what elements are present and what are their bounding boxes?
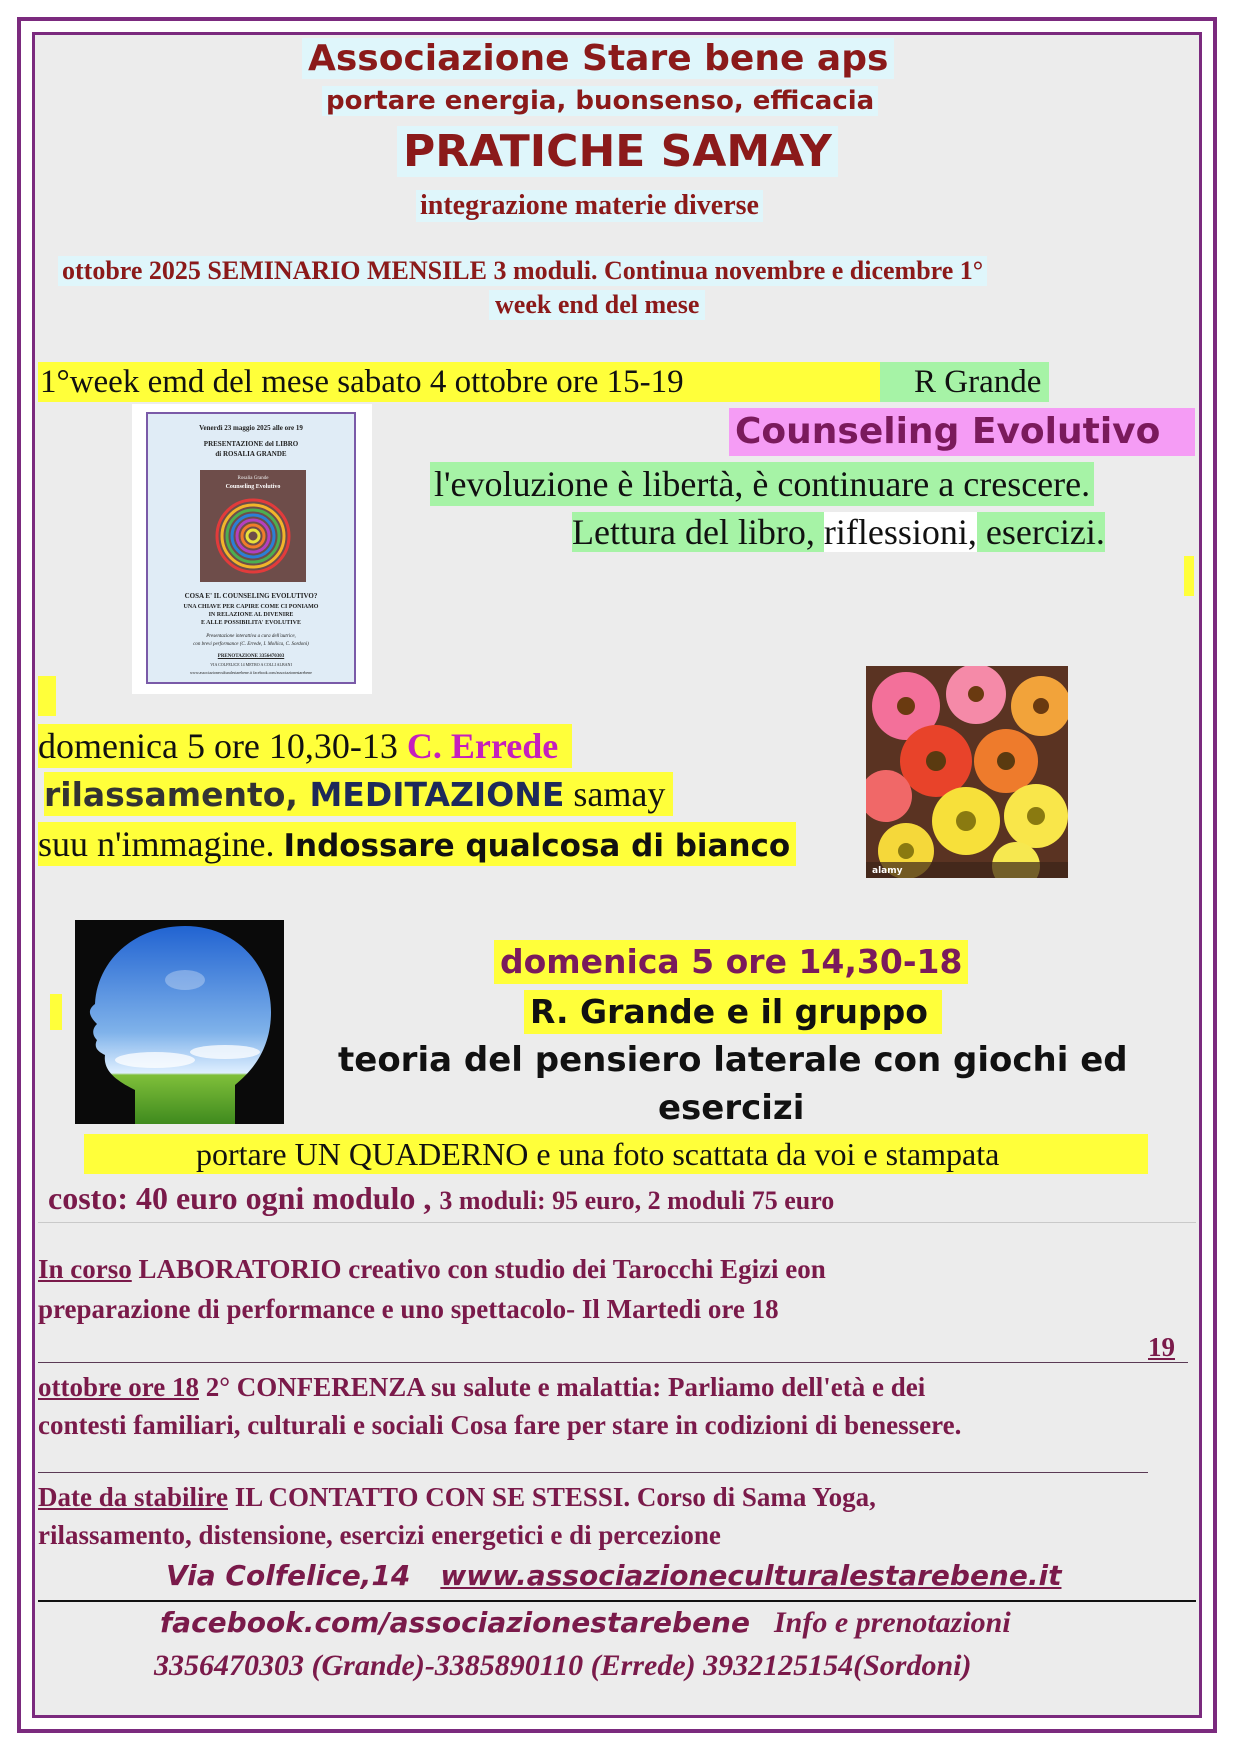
module2-teacher: C. Errede	[406, 726, 559, 766]
module2-samay: samay	[564, 774, 666, 814]
module3-bring-text: portare UN QUADERNO e una foto scattata da voi e stampata	[196, 1136, 1000, 1172]
divider-4	[38, 1600, 1196, 1602]
conference-day: 19	[1148, 1332, 1175, 1362]
gerbera-flowers-image	[866, 666, 1068, 878]
footer-address-line	[166, 1558, 1061, 1594]
module2-rilassamento: rilassamento,	[44, 775, 310, 814]
cost-line	[48, 1178, 834, 1225]
divider-1	[38, 1222, 1196, 1223]
module2-meditazione: MEDITAZIONE	[309, 775, 565, 814]
footer-website[interactable]: www.associazioneculturalestarebene.it	[440, 1559, 1062, 1592]
head-silhouette-photo	[75, 920, 284, 1124]
module2-date	[38, 724, 572, 768]
course-line-1	[38, 1480, 876, 1514]
head-sky-image	[75, 920, 284, 1124]
footer-facebook-line	[160, 1604, 1011, 1647]
flyer-web: www.associazioneculturalestarebene.it facebook.com/associazionestarebene	[190, 670, 312, 675]
module1-line-2c: esercizi.	[976, 512, 1105, 552]
lab-text-1: LABORATORIO creativo con studio dei Tarocchi Egizi eon	[131, 1254, 826, 1284]
course-lead: Date da stabilire	[38, 1482, 228, 1512]
flowers-photo	[866, 666, 1068, 878]
book-flyer	[132, 404, 372, 694]
cover-title: Counseling Evolutivo	[225, 484, 281, 490]
cover-author: Rosalia Grande	[237, 476, 269, 481]
module1-title-text: Counseling Evolutivo	[735, 411, 1161, 452]
flyer-question: COSA E' IL COUNSELING EVOLUTIVO?	[184, 592, 318, 600]
conference-lead: ottobre ore 18	[38, 1372, 199, 1402]
flyer-p2: con brevi performance (C. Errede, I. Mollica, C. Sordoni)	[193, 642, 309, 647]
module1-teacher-text: R Grande	[914, 364, 1042, 400]
cost-extra: 3 moduli: 95 euro, 2 moduli 75 euro	[439, 1186, 835, 1215]
module1-line-2b: riflessioni,	[823, 512, 977, 552]
module1-line-2	[572, 510, 1105, 554]
photo-watermark: alamy	[872, 866, 903, 876]
flyer-p1: Presentazione interattiva a cura dell'autrice,	[206, 634, 296, 639]
module3-date: domenica 5 ore 14,30-18	[494, 940, 968, 984]
flyer-pren: PRENOTAZIONE 3356470303	[217, 654, 285, 659]
module3-teacher: R. Grande e il gruppo	[524, 990, 942, 1034]
module1-line-1: l'evoluzione è libertà, è continuare a crescere.	[430, 462, 1094, 506]
flyer-date: Venerdì 23 maggio 2025 alle ore 19	[199, 424, 303, 432]
footer-address: Via Colfelice,14	[166, 1559, 411, 1592]
subtitle: integrazione materie diverse	[416, 190, 763, 222]
lab-line-1	[38, 1252, 826, 1286]
spiral-image	[213, 496, 293, 576]
flyer-addr: VIA COLFELICE 14 METRO A COLLI ALBANI	[210, 662, 292, 667]
footer-info: Info e prenotazioni	[773, 1606, 1011, 1639]
module3-topic-2: esercizi	[658, 1088, 805, 1128]
seminar-line-2: week end del mese	[489, 290, 705, 320]
cost-main: costo: 40 euro ogni modulo ,	[48, 1180, 440, 1216]
conference-line-2: contesti familiari, culturali e sociali Cosa fare per stare in codizioni di benessere.	[38, 1410, 962, 1440]
module2-immagine: suu n'immagine.	[38, 824, 284, 864]
flyer-b1: UNA CHIAVE PER CAPIRE COME CI PONIAMO	[183, 604, 319, 610]
module2-line-2	[44, 772, 673, 816]
module1-title	[729, 408, 1195, 456]
org-name: Associazione Stare bene aps	[302, 38, 894, 79]
conference-line-1	[38, 1370, 925, 1404]
flyer-l1: PRESENTAZIONE del LIBRO	[203, 440, 299, 448]
module2-bianco: Indossare qualcosa di bianco	[283, 828, 791, 864]
divider-3	[38, 1472, 1148, 1473]
module1-line-2a: Lettura del libro,	[572, 512, 824, 552]
conference-text-1: 2° CONFERENZA su salute e malattia: Parliamo dell'età e dei	[198, 1372, 926, 1402]
module1-teacher	[880, 362, 1049, 402]
yellow-mark-1	[1184, 556, 1194, 596]
motto: portare energia, buonsenso, efficacia	[322, 86, 878, 116]
flyer-b3: E ALLE POSSIBILITA' EVOLUTIVE	[201, 620, 301, 626]
divider-2	[38, 1362, 1188, 1363]
seminar-line-1: ottobre 2025 SEMINARIO MENSILE 3 moduli. Continua novembre e dicembre 1°	[58, 256, 987, 286]
yellow-mark-2	[38, 676, 56, 716]
module3-bring	[84, 1134, 1148, 1174]
course-text-1: IL CONTATTO CON SE STESSI. Corso di Sama Yoga,	[228, 1482, 876, 1512]
main-title: PRATICHE SAMAY	[397, 126, 838, 177]
footer-facebook[interactable]: facebook.com/associazionestarebene	[160, 1606, 750, 1639]
flyer-card	[146, 412, 356, 684]
module1-date: 1°week emd del mese sabato 4 ottobre ore 15-19	[40, 364, 684, 400]
yellow-mark-3	[50, 994, 62, 1030]
flyer-l2: di ROSALIA GRANDE	[215, 450, 287, 458]
module2-line-3	[38, 822, 796, 866]
course-line-2: rilassamento, distensione, esercizi energetici e di percezione	[38, 1520, 721, 1550]
module3-topic-1: teoria del pensiero laterale con giochi ed	[338, 1040, 1128, 1080]
footer-phones: 3356470303 (Grande)-3385890110 (Errede) 3932125154(Sordoni)	[154, 1649, 972, 1682]
flyer-book-cover	[200, 470, 306, 582]
module2-date-text: domenica 5 ore 10,30-13	[38, 726, 407, 766]
lab-lead: In corso	[38, 1254, 132, 1284]
lab-line-2: preparazione di performance e uno spettacolo- Il Martedi ore 18	[38, 1294, 779, 1324]
flyer-b2: IN RELAZIONE AL DIVENIRE	[208, 612, 294, 618]
